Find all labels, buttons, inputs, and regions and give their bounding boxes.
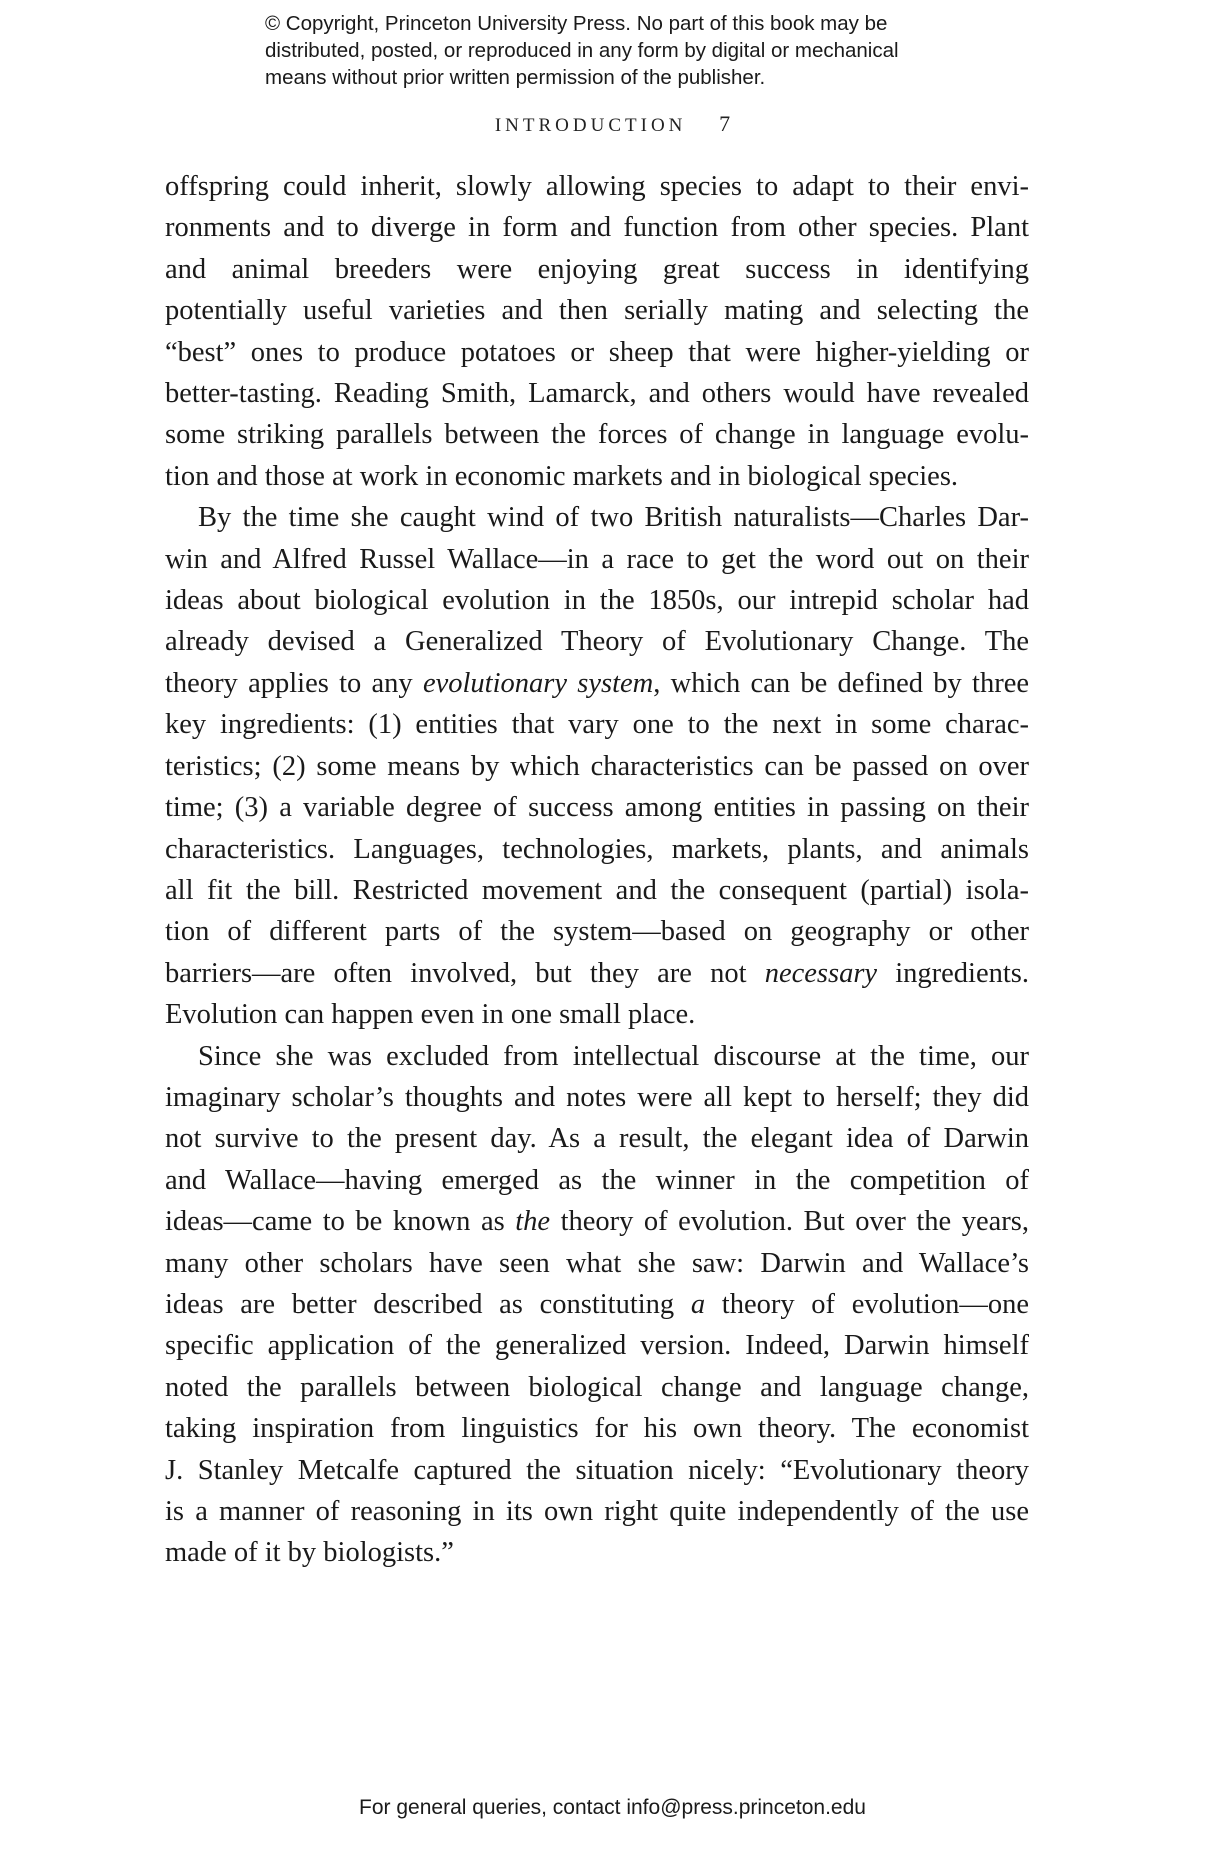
- text-run: theory of evolution. But over the years,: [550, 1206, 1029, 1238]
- text-line: J. Stanley Metcalfe captured the situation nicely: “Evolutionary theory: [165, 1454, 1029, 1486]
- running-head-title: INTRODUCTION: [494, 115, 687, 136]
- copyright-line: distributed, posted, or reproduced in any form by digital or mechanical: [265, 39, 899, 62]
- text-line: [165, 1284, 1029, 1325]
- copyright-line: © Copyright, Princeton University Press. No part of this book may be: [265, 12, 888, 35]
- text-line: potentially useful varieties and then serially mating and selecting the: [165, 295, 1029, 327]
- text-line: key ingredients: (1) entities that vary one to the next in some charac-: [165, 709, 1029, 741]
- copyright-line: means without prior written permission of the publisher.: [265, 66, 766, 89]
- text-line: tion and those at work in economic markets and in biological species.: [165, 460, 959, 492]
- text-line: Evolution can happen even in one small place.: [165, 999, 696, 1031]
- text-line: already devised a Generalized Theory of Evolutionary Change. The: [165, 626, 1029, 658]
- text-line: taking inspiration from linguistics for his own theory. The economist: [165, 1413, 1029, 1445]
- emphasis: evolutionary system: [422, 667, 654, 699]
- text-line: ideas about biological evolution in the 1850s, our intrepid scholar had: [165, 585, 1029, 617]
- text-line: “best” ones to produce potatoes or sheep that were higher-yielding or: [165, 336, 1029, 368]
- text-line: characteristics. Languages, technologies, markets, plants, and animals: [165, 833, 1029, 865]
- text-run: ideas—came to be known as: [165, 1206, 516, 1238]
- text-line: is a manner of reasoning in its own right quite independently of the use: [165, 1496, 1029, 1527]
- text-run: ideas are better described as constituting: [165, 1288, 691, 1320]
- text-line: tion of different parts of the system—based on geography or other: [165, 916, 1029, 948]
- text-line: and animal breeders were enjoying great success in identifying: [165, 253, 1029, 285]
- text-line: made of it by biologists.”: [165, 1537, 454, 1569]
- footer-contact: For general queries, contact info@press.princeton.edu: [359, 1796, 866, 1819]
- copyright-notice: [265, 10, 1025, 91]
- emphasis: necessary: [764, 957, 878, 989]
- text-line: noted the parallels between biological change and language change,: [165, 1371, 1029, 1403]
- text-line: time; (3) a variable degree of success among entities in passing on their: [165, 792, 1029, 824]
- text-line: and Wallace—having emerged as the winner in the competition of: [165, 1164, 1029, 1196]
- text-run: theory applies to any: [165, 667, 423, 699]
- text-line: By the time she caught wind of two British naturalists—Charles Dar-: [198, 502, 1029, 534]
- text-run: , which can be defined by three: [653, 667, 1029, 699]
- page-number: 7: [719, 111, 731, 136]
- text-line: offspring could inherit, slowly allowing species to adapt to their envi-: [165, 171, 1029, 202]
- text-line: better-tasting. Reading Smith, Lamarck, and others would have revealed: [165, 378, 1029, 410]
- paragraph-1: [165, 166, 1029, 497]
- text-line: many other scholars have seen what she saw: Darwin and Wallace’s: [165, 1247, 1029, 1279]
- running-head: [0, 111, 1225, 137]
- text-run: theory of evolution—one: [705, 1288, 1029, 1320]
- text-line: [165, 663, 1029, 704]
- text-line: teristics; (2) some means by which characteristics can be passed on over: [165, 750, 1029, 782]
- text-line: ronments and to diverge in form and function from other species. Plant: [165, 212, 1029, 244]
- text-line: Since she was excluded from intellectual discourse at the time, our: [198, 1040, 1029, 1072]
- paragraph-3: [165, 1036, 1029, 1574]
- text-line: specific application of the generalized version. Indeed, Darwin himself: [165, 1330, 1029, 1362]
- text-line: win and Alfred Russel Wallace—in a race to get the word out on their: [165, 543, 1029, 575]
- paragraph-2: [165, 497, 1029, 1035]
- text-line: [165, 1201, 1029, 1242]
- emphasis: the: [515, 1206, 551, 1238]
- body-text: [165, 166, 1029, 1574]
- text-line: not survive to the present day. As a result, the elegant idea of Darwin: [165, 1123, 1029, 1155]
- text-line: imaginary scholar’s thoughts and notes were all kept to herself; they did: [165, 1081, 1029, 1113]
- text-line: [165, 953, 1029, 994]
- emphasis: a: [690, 1288, 706, 1320]
- text-line: all fit the bill. Restricted movement and the consequent (partial) isola-: [165, 874, 1029, 906]
- text-line: some striking parallels between the forces of change in language evolu-: [165, 419, 1029, 451]
- text-run: barriers—are often involved, but they are not: [165, 957, 765, 989]
- text-run: ingredients.: [877, 957, 1030, 989]
